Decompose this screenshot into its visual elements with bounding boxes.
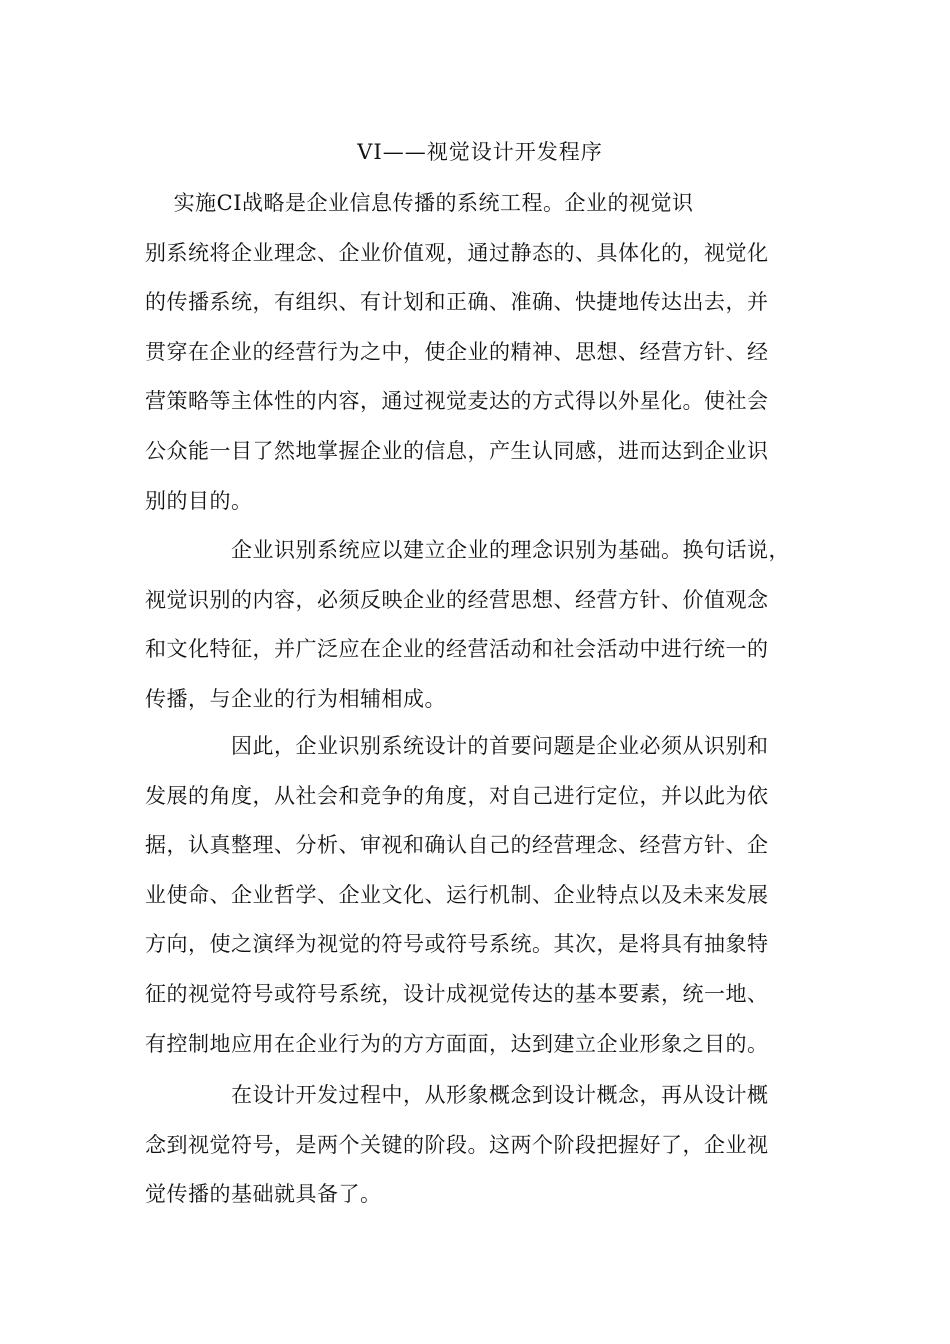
- text-line: 视觉识别的内容，必须反映企业的经营思想、经营方针、价值观念: [145, 587, 769, 612]
- paragraph-1: [145, 179, 810, 526]
- text-line: 因此，企业识别系统设计的首要问题是企业必须从识别和: [145, 734, 769, 758]
- text-line: 业使命、企业哲学、企业文化、运行机制、企业特点以及未来发展: [145, 882, 769, 907]
- text-line: 别的目的。: [145, 488, 253, 513]
- text-line: 觉传播的基础就具备了。: [145, 1182, 382, 1207]
- paragraph-3: [145, 722, 810, 1069]
- text-line: 和文化特征，并广泛应在企业的经营活动和社会活动中进行统一的: [145, 637, 769, 662]
- text-line: 的传播系统，有组织、有计划和正确、准确、快捷地传达出去，并: [145, 290, 769, 315]
- text-line: 公众能一目了然地掌握企业的信息，产生认同感，进而达到企业识: [145, 438, 769, 463]
- text-line: 据，认真整理、分析、审视和确认自己的经营理念、经营方针、企: [145, 833, 769, 858]
- text-line: 传播，与企业的行为相辅相成。: [145, 686, 446, 711]
- text-line: 方向，使之演绎为视觉的符号或符号系统。其次，是将具有抽象特: [145, 932, 769, 957]
- text-line: 征的视觉符号或符号系统，设计成视觉传达的基本要素，统一地、: [145, 981, 769, 1006]
- text-line: 别系统将企业理念、企业价值观，通过静态的、具体化的，视觉化: [145, 240, 769, 265]
- paragraph-2: [145, 526, 810, 724]
- text-line: 营策略等主体性的内容，通过视觉麦达的方式得以外星化。使社会: [145, 389, 769, 414]
- text-line: 实施CI战略是企业信息传播的系统工程。企业的视觉识: [145, 191, 694, 215]
- paragraph-4: [145, 1071, 810, 1220]
- text-line: 企业识别系统应以建立企业的理念识别为基础。换句话说，: [145, 538, 790, 562]
- text-line: 在设计开发过程中，从形象概念到设计概念，再从设计概: [145, 1083, 769, 1107]
- text-line: 发展的角度，从社会和竞争的角度，对自己进行定位，并以此为依: [145, 783, 769, 808]
- text-line: 贯穿在企业的经营行为之中，使企业的精神、思想、经营方针、经: [145, 339, 769, 364]
- text-line: 有控制地应用在企业行为的方方面面，达到建立企业形象之目的。: [145, 1031, 769, 1056]
- document-title: VI——视觉设计开发程序: [357, 140, 603, 164]
- text-line: 念到视觉符号，是两个关键的阶段。这两个阶段把握好了，企业视: [145, 1132, 769, 1157]
